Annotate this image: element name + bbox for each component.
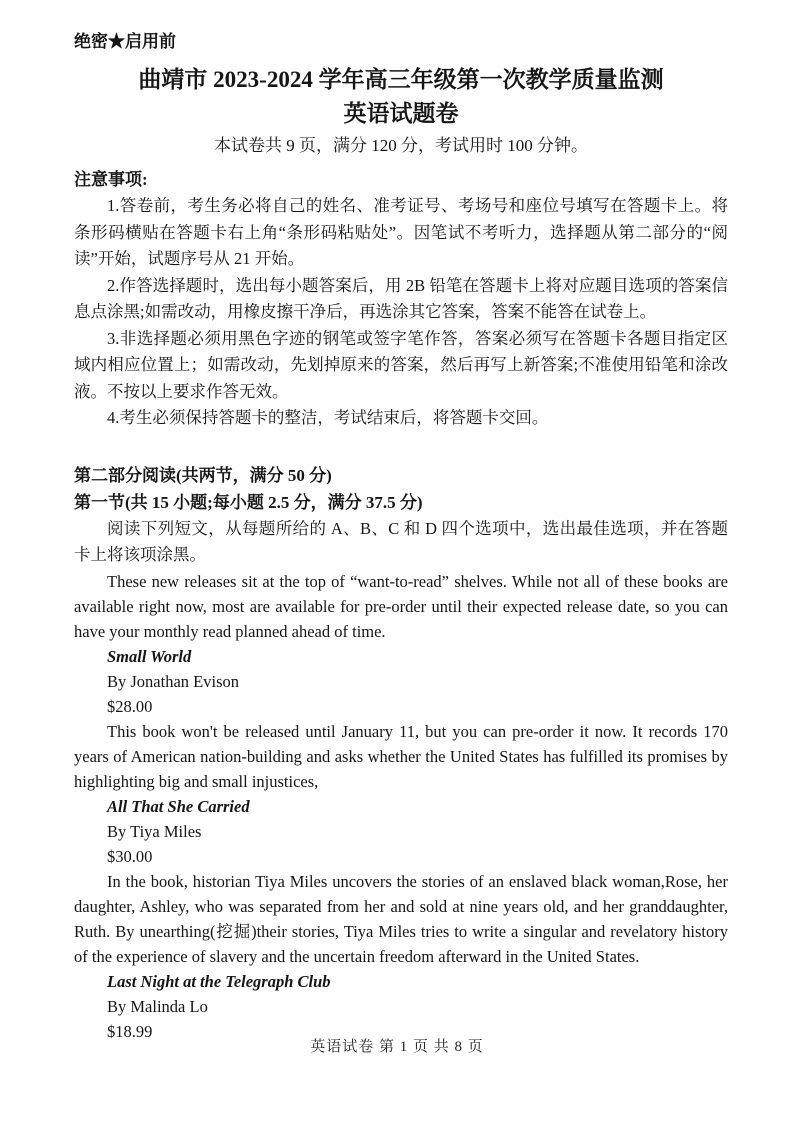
book-description: In the book, historian Tiya Miles uncovers the stories of an enslaved black woman,Rose, her daughter, Ashley, who was separated from her and sold at nine years old, and her granddaughter, Ruth. By unearthing(挖掘)their stories, Tiya Miles tries to write a singular and revelatory history of the experience of slavery and the uncertain freedom afterward in the United States. xyxy=(74,871,728,966)
section1-heading: 第一节(共 15 小题;每小题 2.5 分，满分 37.5 分) xyxy=(74,492,423,512)
part2-heading: 第二部分阅读(共两节，满分 50 分) xyxy=(74,465,332,485)
book-entry-2 xyxy=(74,794,728,969)
notice-item-2: 2.作答选择题时，选出每小题答案后，用 2B 铅笔在答题卡上将对应题目选项的答案信息点涂黑;如需改动，用橡皮擦干净后，再选涂其它答案，答案不能答在试卷上。 xyxy=(74,275,728,321)
notice-item-3: 3.非选择题必须用黑色字迹的钢笔或签字笔作答，答案必须写在答题卡各题目指定区域内相应位置上；如需改动，先划掉原来的答案，然后再写上新答案;不准使用铅笔和涂改液。不按以上要求作答无效。 xyxy=(74,328,728,401)
book-author: By Tiya Miles xyxy=(107,821,202,841)
paper-subtitle: 英语试题卷 xyxy=(343,101,459,126)
book-title: Last Night at the Telegraph Club xyxy=(107,971,331,991)
notice-item-1: 1.答卷前，考生务必将自己的姓名、准考证号、考场号和座位号填写在答题卡上。将条形码横贴在答题卡右上角“条形码粘贴处”。因笔试不考听力，选择题从第二部分的“阅读”开始，试题序号从 21 开始。 xyxy=(74,196,728,268)
book-author: By Malinda Lo xyxy=(107,996,208,1016)
book-title: Small World xyxy=(107,646,192,666)
passage-intro: These new releases sit at the top of “want-to-read” shelves. While not all of these books are available right now, most are available for pre-order until their expected release date, so you can have your monthly read planned ahead of time. xyxy=(74,571,728,641)
book-price: $30.00 xyxy=(107,846,153,866)
reading-instructions: 阅读下列短文，从每题所给的 A、B、C 和 D 四个选项中，选出最佳选项，并在答题卡上将该项涂黑。 xyxy=(74,518,728,564)
notice-item-4: 4.考生必须保持答题卡的整洁，考试结束后，将答题卡交回。 xyxy=(107,408,549,427)
book-entry-1 xyxy=(74,644,728,794)
page-footer: 英语试卷 第 1 页 共 8 页 xyxy=(310,1039,484,1055)
notice-heading: 注意事项: xyxy=(74,170,148,189)
book-entry-3 xyxy=(74,969,728,1044)
book-description: This book won't be released until January 11, but you can pre-order it now. It records 170 years of American nation-building and asks whether the United States has fulfilled its promises by highlighting big and small injustices, xyxy=(74,721,728,791)
secrecy-label: 绝密★启用前 xyxy=(74,32,176,51)
book-price: $18.99 xyxy=(107,1021,153,1041)
book-author: By Jonathan Evison xyxy=(107,671,239,691)
book-title: All That She Carried xyxy=(107,796,250,816)
exam-title: 曲靖市 2023-2024 学年高三年级第一次教学质量监测 xyxy=(138,67,664,92)
exam-info-line: 本试卷共 9 页，满分 120 分，考试用时 100 分钟。 xyxy=(214,136,588,155)
book-price: $28.00 xyxy=(107,696,153,716)
